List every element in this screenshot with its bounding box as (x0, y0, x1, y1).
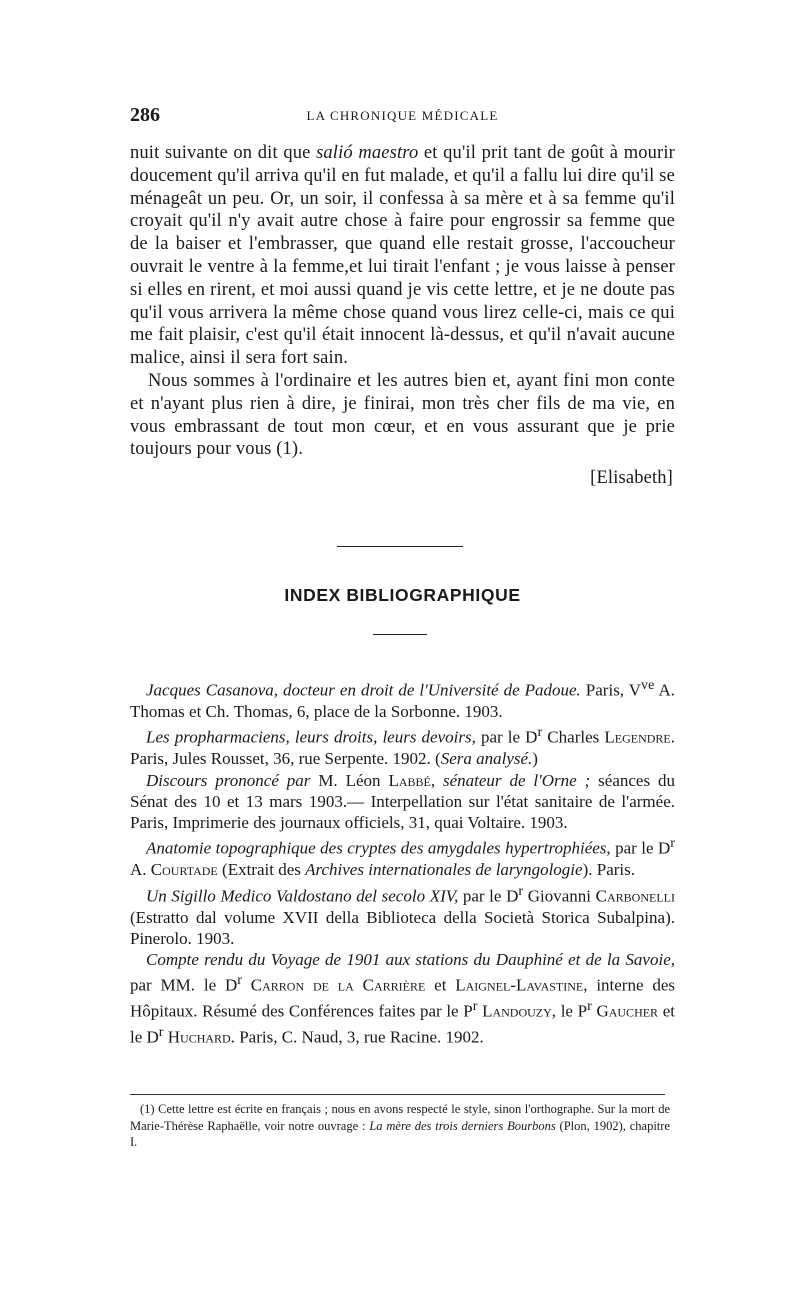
entry-title: Discours prononcé par (146, 770, 311, 790)
bibliography-entry (130, 770, 675, 834)
page-header (130, 104, 675, 128)
footnote-text (130, 1101, 670, 1151)
bibliography-entry (130, 722, 675, 769)
text-span: (Extrait des (217, 860, 306, 880)
italic-phrase: La mère des trois derniers Bourbons (369, 1118, 556, 1133)
italic-phrase: salió maestro (316, 143, 419, 163)
author-name: Laignel-Lavastine (455, 976, 584, 996)
text-span: (1) Cette lettre est écrite en français ; nous en avons respecté le style, sinon l'orthographe. Sur la mort de Marie-Thérèse Raphaëlle, voir notre ouvrage : (130, 1102, 670, 1133)
bibliography-entry (130, 675, 675, 722)
author-name: Carron de la Carrière (250, 976, 426, 996)
text-span: . Paris, Jules Rousset, 36, rue Serpente. 1902. ( (130, 727, 675, 769)
page-number: 286 (130, 104, 160, 126)
author-name: Carbonelli (595, 886, 675, 906)
author-name: Labbé (388, 770, 431, 790)
text-span: et qu'il prit tant de goût à mourir doucement qu'il arriva qu'il en fut malade, et qu'il a fallu lui dire qu'il se ménageât un peu. Or, un soir, il confessa à sa mère et à sa femme qu'il croyait qu'il n'y avait autre chose à faire pour engrossir sa femme que de la baiser et l'embrasser, que quand elle restait grosse, l'accoucheur ouvrait le ventre à la femme,et lui tirait l'enfant ; je vous laisse à penser si elles en rirent, et moi aussi quand je vis cette lettre, et je ne doute pas qu'il vous arrivera la même chose quand vous lirez celle-ci, mais ce qui me fait plaisir, c'est qu'il était innocent là-dessus, et qu'il n'avait aucune malice, ainsi il sera fort sain. (130, 143, 675, 369)
entry-title: Jacques Casanova, docteur en droit de l'Université de Padoue. (146, 680, 581, 700)
text-span: A. Thomas et Ch. Thomas, 6, place de la Sorbonne. 1903. (130, 680, 675, 721)
footnote (130, 1101, 670, 1151)
text-span: séances du Sénat des 10 et 13 mars 1903.— Interpellation sur l'état sanitaire de l'armée. Paris, Imprimerie des journaux officiels, 31, quai Voltaire. 1903. (130, 770, 675, 833)
text-span: (Estratto dal volume XVII della Biblioteca della Società Storica Subalpina). Pinerolo. 1903. (130, 907, 675, 948)
superscript: r (472, 998, 478, 1015)
text-span: (Plon, 1902), chapitre I. (130, 1118, 670, 1149)
author-name: Legendre (604, 727, 671, 747)
superscript: r (158, 1024, 164, 1041)
letter-paragraph (130, 142, 675, 370)
author-name: Huchard (167, 1028, 231, 1048)
text-span: par le D (458, 886, 519, 906)
entry-title: Compte rendu du Voyage de 1901 aux stations du Dauphiné et de la Savoie, (146, 950, 675, 970)
text-span: , par le D (606, 839, 671, 859)
superscript: r (587, 998, 592, 1015)
text-span: et (425, 976, 456, 996)
text-span: par le D (475, 727, 538, 747)
superscript: r (518, 882, 524, 899)
text-span: Paris, V (580, 680, 642, 700)
text-span: ). Paris. (582, 860, 636, 880)
superscript: r (670, 835, 675, 852)
separator-rule (337, 546, 463, 547)
author-name: Courtade (150, 860, 218, 880)
bibliography-entry (130, 833, 675, 880)
text-span: ) (532, 749, 538, 769)
entry-title: Les propharmaciens, leurs droits, leurs devoirs, (146, 727, 476, 747)
text-span: Giovanni (523, 886, 596, 906)
signature: [Elisabeth] (590, 468, 673, 489)
entry-title: Un Sigillo Medico Valdostano del secolo XIV, (146, 886, 459, 906)
text-span: A. (130, 860, 151, 880)
text-span: M. Léon (310, 770, 389, 790)
superscript: r (237, 972, 242, 989)
text-span: Charles (542, 727, 605, 747)
footnote-rule (130, 1094, 665, 1095)
letter-paragraph: Nous sommes à l'ordinaire et les autres bien et, ayant fini mon conte et n'ayant plus rien à dire, je finirai, mon très cher fils de ma vie, en vous embrassant de tout mon cœur, et en vous assurant que je prie toujours pour vous (1). (130, 370, 675, 460)
entry-title: Anatomie topographique des cryptes des amygdales hypertrophiées (146, 839, 607, 859)
text-span: nuit suivante on dit que (130, 143, 317, 163)
text-span: . Paris, C. Naud, 3, rue Racine. 1902. (230, 1028, 484, 1048)
bibliography-entry (130, 949, 675, 1048)
title-underline-rule (373, 634, 427, 635)
bibliography-list (130, 675, 675, 1048)
italic-phrase: Sera analysé. (440, 749, 533, 769)
bibliography-entry (130, 881, 675, 950)
author-name: Gaucher (596, 1002, 659, 1022)
running-head: LA CHRONIQUE MÉDICALE (306, 108, 499, 123)
superscript: ve (641, 677, 655, 693)
letter-text (130, 142, 675, 490)
text-span: , interne des Hôpitaux. Résumé des Conférences faites par le P (130, 976, 676, 1022)
author-name: Landouzy (482, 1002, 552, 1022)
text-span: , le P (551, 1002, 588, 1022)
text-span (242, 976, 251, 995)
superscript: r (537, 724, 543, 741)
section-title: INDEX BIBLIOGRAPHIQUE (284, 585, 521, 605)
italic-phrase: , sénateur de l'Orne ; (430, 770, 591, 790)
text-span: et le D (130, 1002, 675, 1048)
text-span: par MM. le D (130, 976, 238, 996)
italic-phrase: Archives internationales de laryngologie (305, 860, 583, 880)
